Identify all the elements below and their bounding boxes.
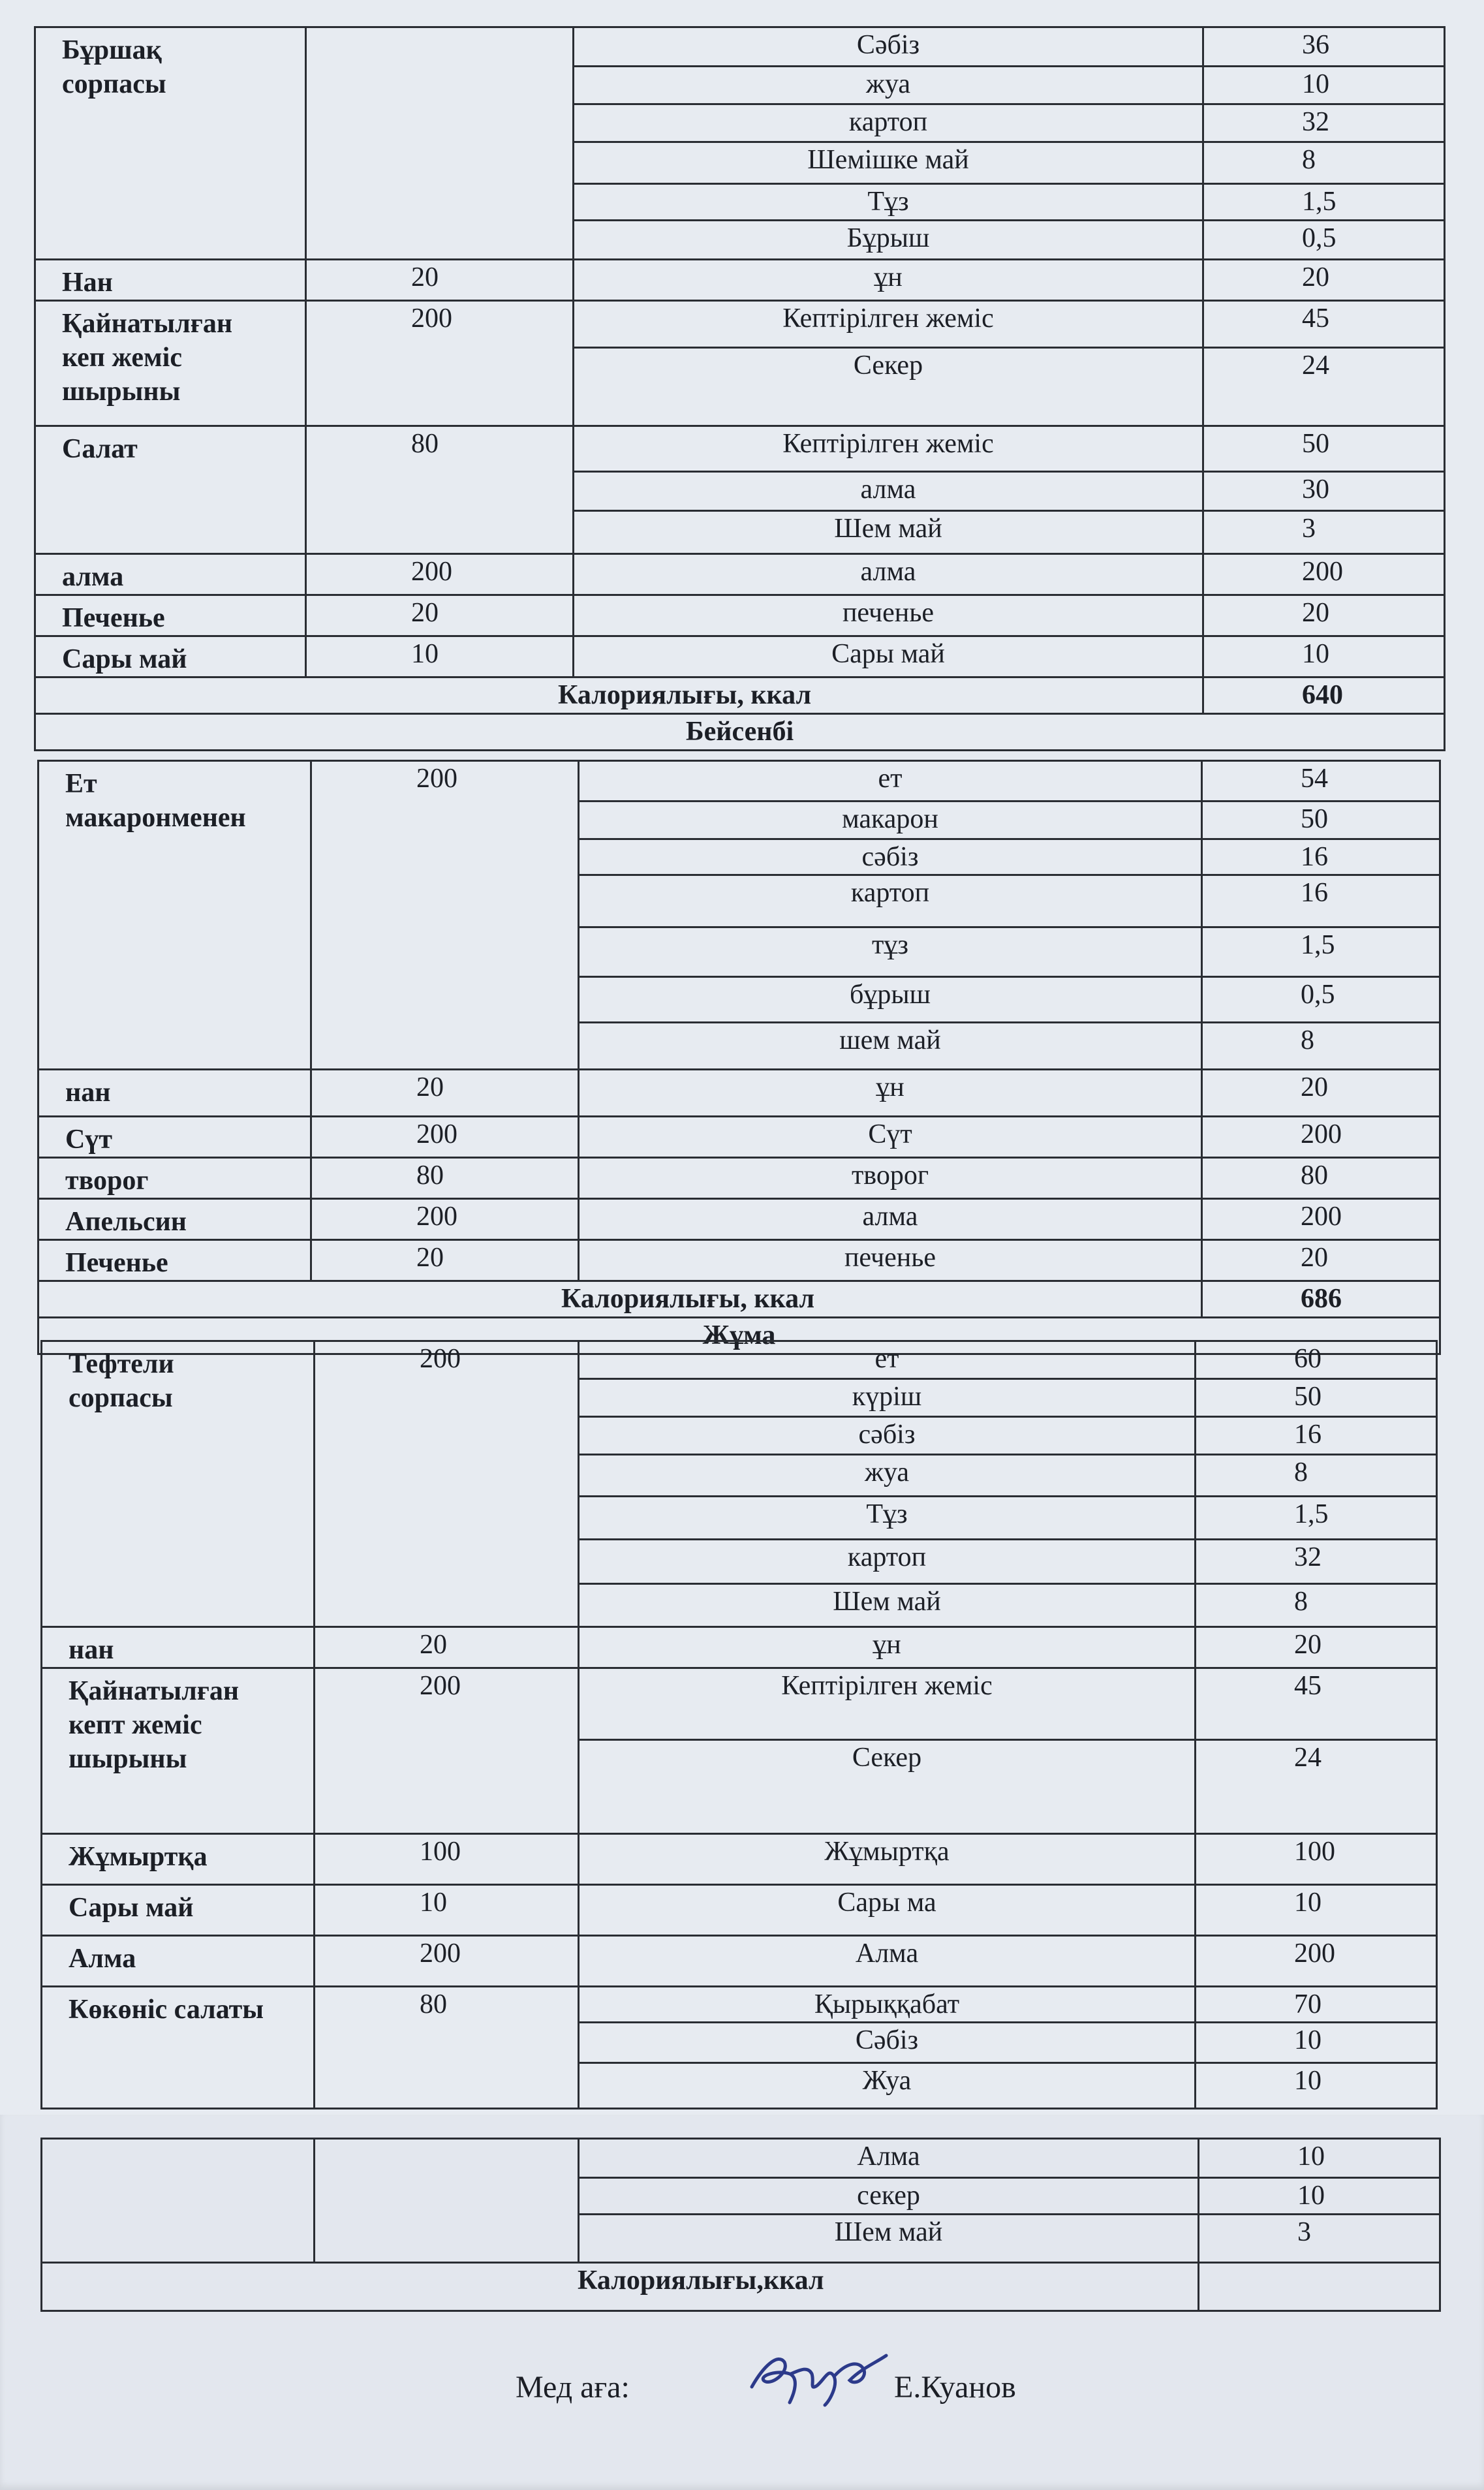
ingredient-grams-cell: 3 — [1199, 2215, 1440, 2263]
ingredient-cell: күріш — [579, 1379, 1196, 1417]
dish-weight-cell: 200 — [315, 1936, 579, 1987]
calorie-total-label: Калориялығы,ккал — [42, 2263, 1199, 2311]
ingredient-grams-cell: 70 — [1196, 1987, 1437, 2023]
ingredient-cell: ет — [579, 1341, 1196, 1379]
table-row — [39, 761, 1440, 801]
ingredient-grams-cell: 10 — [1199, 2178, 1440, 2215]
table-row — [42, 2139, 1440, 2178]
table-row — [39, 1199, 1440, 1240]
dish-weight-cell: 10 — [306, 636, 574, 677]
menu-table-friday — [40, 1340, 1438, 2109]
ingredient-grams-cell: 200 — [1202, 1117, 1440, 1158]
dish-name-cell: Сүт — [39, 1117, 311, 1158]
table-row — [42, 1668, 1437, 1740]
ingredient-cell: Жуа — [579, 2063, 1196, 2109]
signature-name: Е.Куанов — [894, 2370, 1016, 2404]
ingredient-grams-cell: 20 — [1203, 260, 1445, 301]
ingredient-grams-cell: 20 — [1196, 1627, 1437, 1668]
table-row — [35, 260, 1445, 301]
ingredient-cell: Сәбіз — [574, 27, 1203, 67]
table-row — [35, 426, 1445, 472]
signature-label: Мед аға: — [516, 2370, 630, 2404]
dish-weight-cell: 80 — [306, 426, 574, 554]
ingredient-grams-cell: 10 — [1203, 636, 1445, 677]
table-row — [42, 1936, 1437, 1987]
ingredient-cell: алма — [574, 554, 1203, 595]
table-row — [35, 595, 1445, 636]
dish-weight-cell — [315, 2139, 579, 2263]
ingredient-grams-cell: 20 — [1202, 1070, 1440, 1117]
menu-table-body — [42, 2139, 1440, 2311]
ingredient-cell: бұрыш — [579, 977, 1202, 1023]
dish-weight-cell: 200 — [315, 1668, 579, 1834]
table-row — [39, 1070, 1440, 1117]
ingredient-cell: Кептірілген жеміс — [574, 301, 1203, 348]
table-row — [42, 1987, 1437, 2023]
ingredient-cell: ұн — [574, 260, 1203, 301]
ingredient-cell: ет — [579, 761, 1202, 801]
ingredient-cell: секер — [579, 2178, 1199, 2215]
ingredient-grams-cell: 36 — [1203, 27, 1445, 67]
ingredient-cell: Сары май — [574, 636, 1203, 677]
ingredient-cell: Алма — [579, 1936, 1196, 1987]
table-row — [42, 1885, 1437, 1936]
day-name-heading: Жұма — [39, 1318, 1440, 1354]
dish-weight-cell: 100 — [315, 1834, 579, 1885]
ingredient-cell: картоп — [574, 104, 1203, 142]
ingredient-cell: Шем май — [579, 2215, 1199, 2263]
ingredient-cell: Кептірілген жеміс — [574, 426, 1203, 472]
dish-name-cell — [42, 2139, 315, 2263]
ingredient-cell: Қырыққабат — [579, 1987, 1196, 2023]
ingredient-cell: Секер — [579, 1740, 1196, 1834]
ingredient-cell: алма — [574, 472, 1203, 511]
dish-weight-cell: 20 — [315, 1627, 579, 1668]
table-row — [42, 1834, 1437, 1885]
ingredient-grams-cell: 10 — [1196, 1885, 1437, 1936]
ingredient-grams-cell: 20 — [1203, 595, 1445, 636]
ingredient-cell: Жұмыртқа — [579, 1834, 1196, 1885]
ingredient-cell: жуа — [574, 67, 1203, 104]
ingredient-cell: Алма — [579, 2139, 1199, 2178]
dish-name-cell: Алма — [42, 1936, 315, 1987]
ingredient-grams-cell: 16 — [1202, 875, 1440, 927]
ingredient-cell: картоп — [579, 875, 1202, 927]
ingredient-cell: Шем май — [579, 1584, 1196, 1627]
ingredient-grams-cell: 50 — [1203, 426, 1445, 472]
calorie-total-row — [42, 2263, 1440, 2311]
dish-name-cell: творог — [39, 1158, 311, 1199]
ingredient-grams-cell: 3 — [1203, 511, 1445, 554]
menu-table-wednesday — [34, 26, 1445, 751]
dish-weight-cell: 10 — [315, 1885, 579, 1936]
ingredient-cell: картоп — [579, 1540, 1196, 1584]
ingredient-cell: Шем май — [574, 511, 1203, 554]
ingredient-cell: Сары ма — [579, 1885, 1196, 1936]
dish-name-cell: Сары май — [42, 1885, 315, 1936]
dish-name-cell: нан — [42, 1627, 315, 1668]
calorie-total-value: 686 — [1202, 1281, 1440, 1318]
day-header-row — [35, 714, 1445, 751]
table-row — [35, 301, 1445, 348]
ingredient-grams-cell: 0,5 — [1203, 221, 1445, 260]
table-row — [35, 554, 1445, 595]
ingredient-grams-cell: 200 — [1202, 1199, 1440, 1240]
ingredient-grams-cell: 50 — [1202, 801, 1440, 839]
ingredient-cell: тұз — [579, 927, 1202, 977]
menu-table-body — [35, 27, 1445, 751]
dish-name-cell: Жұмыртқа — [42, 1834, 315, 1885]
ingredient-grams-cell: 8 — [1202, 1023, 1440, 1070]
calorie-total-label: Калориялығы, ккал — [35, 677, 1203, 714]
dish-name-cell: Ет макаронменен — [39, 761, 311, 1070]
ingredient-cell: Кептірілген жеміс — [579, 1668, 1196, 1740]
ingredient-grams-cell: 45 — [1203, 301, 1445, 348]
ingredient-grams-cell: 20 — [1202, 1240, 1440, 1281]
dish-weight-cell: 20 — [306, 260, 574, 301]
calorie-total-label: Калориялығы, ккал — [39, 1281, 1202, 1318]
dish-weight-cell: 200 — [311, 1117, 579, 1158]
ingredient-grams-cell: 45 — [1196, 1668, 1437, 1740]
menu-table-body — [39, 761, 1440, 1354]
ingredient-cell: Тұз — [574, 184, 1203, 221]
dish-name-cell: нан — [39, 1070, 311, 1117]
ingredient-grams-cell: 10 — [1196, 2023, 1437, 2063]
ingredient-cell: алма — [579, 1199, 1202, 1240]
handwritten-signature-icon — [744, 2340, 894, 2412]
ingredient-cell: печенье — [579, 1240, 1202, 1281]
ingredient-cell: Сүт — [579, 1117, 1202, 1158]
dish-weight-cell: 80 — [311, 1158, 579, 1199]
ingredient-cell: Сәбіз — [579, 2023, 1196, 2063]
ingredient-cell: сәбіз — [579, 1417, 1196, 1455]
ingredient-cell: макарон — [579, 801, 1202, 839]
dish-weight-cell — [306, 27, 574, 260]
dish-weight-cell: 200 — [311, 761, 579, 1070]
ingredient-grams-cell: 24 — [1196, 1740, 1437, 1834]
calorie-total-row — [35, 677, 1445, 714]
table-row — [35, 27, 1445, 67]
ingredient-grams-cell: 16 — [1202, 839, 1440, 875]
ingredient-cell: Бұрыш — [574, 221, 1203, 260]
dish-weight-cell: 20 — [311, 1240, 579, 1281]
dish-weight-cell: 200 — [306, 554, 574, 595]
dish-weight-cell: 20 — [311, 1070, 579, 1117]
dish-weight-cell: 200 — [311, 1199, 579, 1240]
ingredient-grams-cell: 30 — [1203, 472, 1445, 511]
calorie-total-value — [1199, 2263, 1440, 2311]
dish-name-cell: Апельсин — [39, 1199, 311, 1240]
table-row — [42, 1627, 1437, 1668]
ingredient-grams-cell: 8 — [1203, 142, 1445, 184]
ingredient-cell: Шемішке май — [574, 142, 1203, 184]
dish-name-cell: Тефтели сорпасы — [42, 1341, 315, 1627]
ingredient-grams-cell: 24 — [1203, 348, 1445, 426]
day-name-heading: Бейсенбі — [35, 714, 1445, 751]
ingredient-grams-cell: 8 — [1196, 1455, 1437, 1497]
table-row — [39, 1117, 1440, 1158]
ingredient-cell: шем май — [579, 1023, 1202, 1070]
dish-name-cell: Қайнатылған кепт жеміс шырыны — [42, 1668, 315, 1834]
ingredient-cell: печенье — [574, 595, 1203, 636]
ingredient-cell: сәбіз — [579, 839, 1202, 875]
table-row — [35, 636, 1445, 677]
table-row — [39, 1240, 1440, 1281]
dish-name-cell: Нан — [35, 260, 306, 301]
dish-name-cell: Көкөніс салаты — [42, 1987, 315, 2109]
ingredient-cell: ұн — [579, 1627, 1196, 1668]
ingredient-grams-cell: 200 — [1196, 1936, 1437, 1987]
ingredient-cell: ұн — [579, 1070, 1202, 1117]
ingredient-grams-cell: 1,5 — [1202, 927, 1440, 977]
table-row — [42, 1341, 1437, 1379]
calorie-total-row — [39, 1281, 1440, 1318]
dish-name-cell: алма — [35, 554, 306, 595]
ingredient-grams-cell: 100 — [1196, 1834, 1437, 1885]
table-row — [39, 1158, 1440, 1199]
dish-name-cell: Бұршақ сорпасы — [35, 27, 306, 260]
ingredient-grams-cell: 0,5 — [1202, 977, 1440, 1023]
ingredient-grams-cell: 50 — [1196, 1379, 1437, 1417]
dish-weight-cell: 200 — [306, 301, 574, 426]
ingredient-cell: Секер — [574, 348, 1203, 426]
dish-weight-cell: 80 — [315, 1987, 579, 2109]
ingredient-grams-cell: 80 — [1202, 1158, 1440, 1199]
ingredient-grams-cell: 10 — [1203, 67, 1445, 104]
ingredient-grams-cell: 32 — [1196, 1540, 1437, 1584]
ingredient-grams-cell: 10 — [1199, 2139, 1440, 2178]
ingredient-grams-cell: 8 — [1196, 1584, 1437, 1627]
menu-table-body — [42, 1341, 1437, 2109]
dish-name-cell: Сары май — [35, 636, 306, 677]
ingredient-grams-cell: 200 — [1203, 554, 1445, 595]
calorie-total-value: 640 — [1203, 677, 1445, 714]
ingredient-grams-cell: 54 — [1202, 761, 1440, 801]
dish-name-cell: Қайнатылған кеп жеміс шырыны — [35, 301, 306, 426]
ingredient-grams-cell: 10 — [1196, 2063, 1437, 2109]
ingredient-grams-cell: 32 — [1203, 104, 1445, 142]
ingredient-grams-cell: 1,5 — [1196, 1497, 1437, 1540]
menu-table-friday-continued — [40, 2138, 1441, 2312]
ingredient-grams-cell: 1,5 — [1203, 184, 1445, 221]
ingredient-grams-cell: 60 — [1196, 1341, 1437, 1379]
dish-weight-cell: 200 — [315, 1341, 579, 1627]
ingredient-cell: жуа — [579, 1455, 1196, 1497]
dish-name-cell: Печенье — [35, 595, 306, 636]
ingredient-cell: Тұз — [579, 1497, 1196, 1540]
dish-name-cell: Печенье — [39, 1240, 311, 1281]
dish-weight-cell: 20 — [306, 595, 574, 636]
menu-table-thursday — [37, 760, 1441, 1355]
dish-name-cell: Салат — [35, 426, 306, 554]
ingredient-grams-cell: 16 — [1196, 1417, 1437, 1455]
ingredient-cell: творог — [579, 1158, 1202, 1199]
